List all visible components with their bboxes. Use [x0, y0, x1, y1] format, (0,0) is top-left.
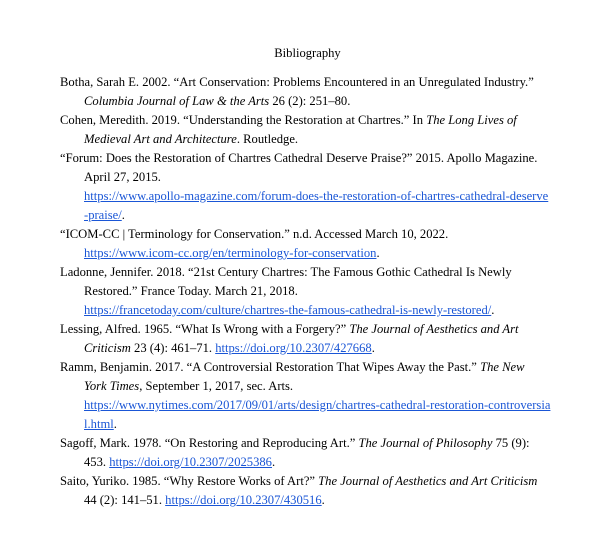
- entry-link[interactable]: l.html: [84, 417, 114, 431]
- entry-journal: The Journal of Aesthetics and Art Criticism: [318, 474, 538, 488]
- entry-text: 44 (2): 141–51.: [84, 493, 166, 507]
- entry-publication: The New: [480, 360, 525, 374]
- entry-text: Sagoff, Mark. 1978. “On Restoring and Reproducing Art.”: [60, 436, 359, 450]
- entry-text: Restored.” France Today. March 21, 2018.: [84, 284, 298, 298]
- entry-text: .: [113, 417, 117, 431]
- entry-text: .: [321, 493, 325, 507]
- entry-text: Ladonne, Jennifer. 2018. “21st Century Chartres: The Famous Gothic Cathedral Is Newly: [60, 265, 512, 279]
- entry-link[interactable]: https://doi.org/10.2307/427668: [215, 341, 372, 355]
- entry-publication: York Times: [84, 379, 140, 393]
- bib-entry-botha: [60, 73, 560, 111]
- bib-entry-forum: [60, 149, 560, 225]
- entry-text: “Forum: Does the Restoration of Chartres Cathedral Deserve Praise?” 2015. Apollo Magazine.: [60, 151, 538, 165]
- bib-entry-ramm: [60, 358, 560, 434]
- entry-journal: The Journal of Aesthetics and Art: [349, 322, 519, 336]
- entry-link[interactable]: https://francetoday.com/culture/chartres-the-famous-cathedral-is-newly-restored/: [84, 303, 492, 317]
- entry-book-title: Medieval Art and Architecture: [84, 132, 237, 146]
- entry-text: Botha, Sarah E. 2002. “Art Conservation: Problems Encountered in an Unregulated Industry.”: [60, 75, 534, 89]
- entry-text: .: [491, 303, 495, 317]
- bib-entry-saito: [60, 472, 560, 510]
- entry-text: Cohen, Meredith. 2019. “Understanding the Restoration at Chartres.” In: [60, 113, 427, 127]
- entry-text: 453.: [84, 455, 110, 469]
- entry-journal: The Journal of Philosophy: [358, 436, 493, 450]
- entry-text: . Routledge.: [236, 132, 299, 146]
- entry-text: .: [376, 246, 380, 260]
- bib-entry-ladonne: [60, 263, 560, 320]
- bib-entry-lessing: [60, 320, 560, 358]
- entry-book-title: The Long Lives of: [426, 113, 517, 127]
- entry-text: 26 (2): 251–80.: [269, 94, 351, 108]
- bib-entry-sagoff: [60, 434, 560, 472]
- entry-text: .: [271, 455, 276, 469]
- entry-text: .: [371, 341, 375, 355]
- bib-entry-cohen: [60, 111, 560, 149]
- entry-link[interactable]: https://doi.org/10.2307/430516: [165, 493, 322, 507]
- entry-journal: Criticism: [84, 341, 131, 355]
- entry-text: Ramm, Benjamin. 2017. “A Controversial Restoration That Wipes Away the Past.”: [60, 360, 481, 374]
- bibliography-list: [60, 73, 560, 510]
- bib-entry-icom: [60, 225, 560, 263]
- entry-text: .: [121, 208, 125, 222]
- entry-link[interactable]: https://www.nytimes.com/2017/09/01/arts/design/chartres-cathedral-restoration-controversia: [84, 398, 551, 412]
- entry-journal: Columbia Journal of Law & the Arts: [84, 94, 270, 108]
- entry-link[interactable]: -praise/: [84, 208, 122, 222]
- entry-text: April 27, 2015.: [84, 170, 161, 184]
- entry-link[interactable]: https://www.apollo-magazine.com/forum-does-the-restoration-of-chartres-cathedral-deserve: [84, 189, 549, 203]
- entry-text: Saito, Yuriko. 1985. “Why Restore Works of Art?”: [60, 474, 319, 488]
- entry-text: “ICOM-CC | Terminology for Conservation.” n.d. Accessed March 10, 2022.: [60, 227, 449, 241]
- page-title: Bibliography: [274, 46, 341, 60]
- entry-link[interactable]: https://www.icom-cc.org/en/terminology-for-conservation: [84, 246, 377, 260]
- entry-text: Lessing, Alfred. 1965. “What Is Wrong with a Forgery?”: [60, 322, 350, 336]
- entry-link[interactable]: https://doi.org/10.2307/2025386: [109, 455, 272, 469]
- entry-text: 75 (9):: [492, 436, 530, 450]
- entry-text: , September 1, 2017, sec. Arts.: [139, 379, 294, 393]
- entry-text: 23 (4): 461–71.: [130, 341, 216, 355]
